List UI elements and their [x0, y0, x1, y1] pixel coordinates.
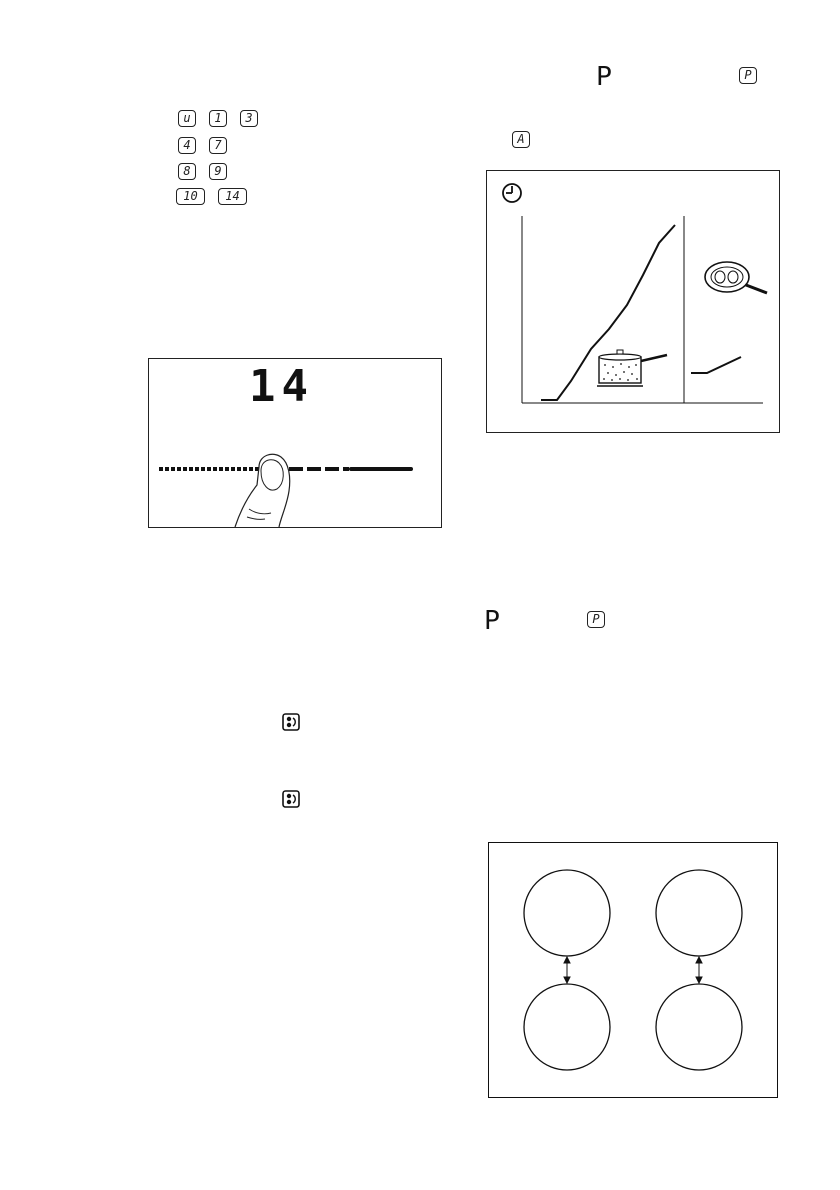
pot-icon: [597, 350, 667, 386]
bridge-zone-icon: [282, 713, 300, 731]
frying-pan-icon: [705, 262, 767, 293]
cooking-zone-rear-right: [656, 984, 742, 1070]
bridge-zone-icon-2: [282, 790, 300, 808]
key-setting-7: 7: [209, 137, 227, 154]
heat-up-diagram-drawing: [487, 171, 781, 434]
cooking-zone-front-right: [656, 870, 742, 956]
finger-icon: [149, 359, 443, 529]
clock-icon: [503, 184, 521, 202]
power-symbol-2: P: [484, 606, 500, 636]
slider-display-value: 14: [249, 361, 314, 412]
key-setting-1: 1: [209, 110, 227, 127]
power-key-2: P: [587, 611, 605, 628]
key-setting-4: 4: [178, 137, 196, 154]
key-setting-3: 3: [240, 110, 258, 127]
key-setting-10: 10: [176, 188, 205, 205]
hob-layout-diagram: [488, 842, 778, 1098]
power-key: P: [739, 67, 757, 84]
bridge-arrow-left: [564, 957, 570, 983]
cooking-zones: [489, 843, 779, 1099]
key-setting-9: 9: [209, 163, 227, 180]
key-setting-14: 14: [218, 188, 247, 205]
key-setting-8: 8: [178, 163, 196, 180]
cooking-zone-front-left: [524, 870, 610, 956]
cooking-zone-rear-left: [524, 984, 610, 1070]
power-symbol: P: [596, 62, 612, 92]
key-setting-u: u: [178, 110, 196, 127]
heat-up-diagram: [486, 170, 780, 433]
auto-key: A: [512, 131, 530, 148]
slider-panel: [148, 358, 442, 528]
bridge-arrow-right: [696, 957, 702, 983]
